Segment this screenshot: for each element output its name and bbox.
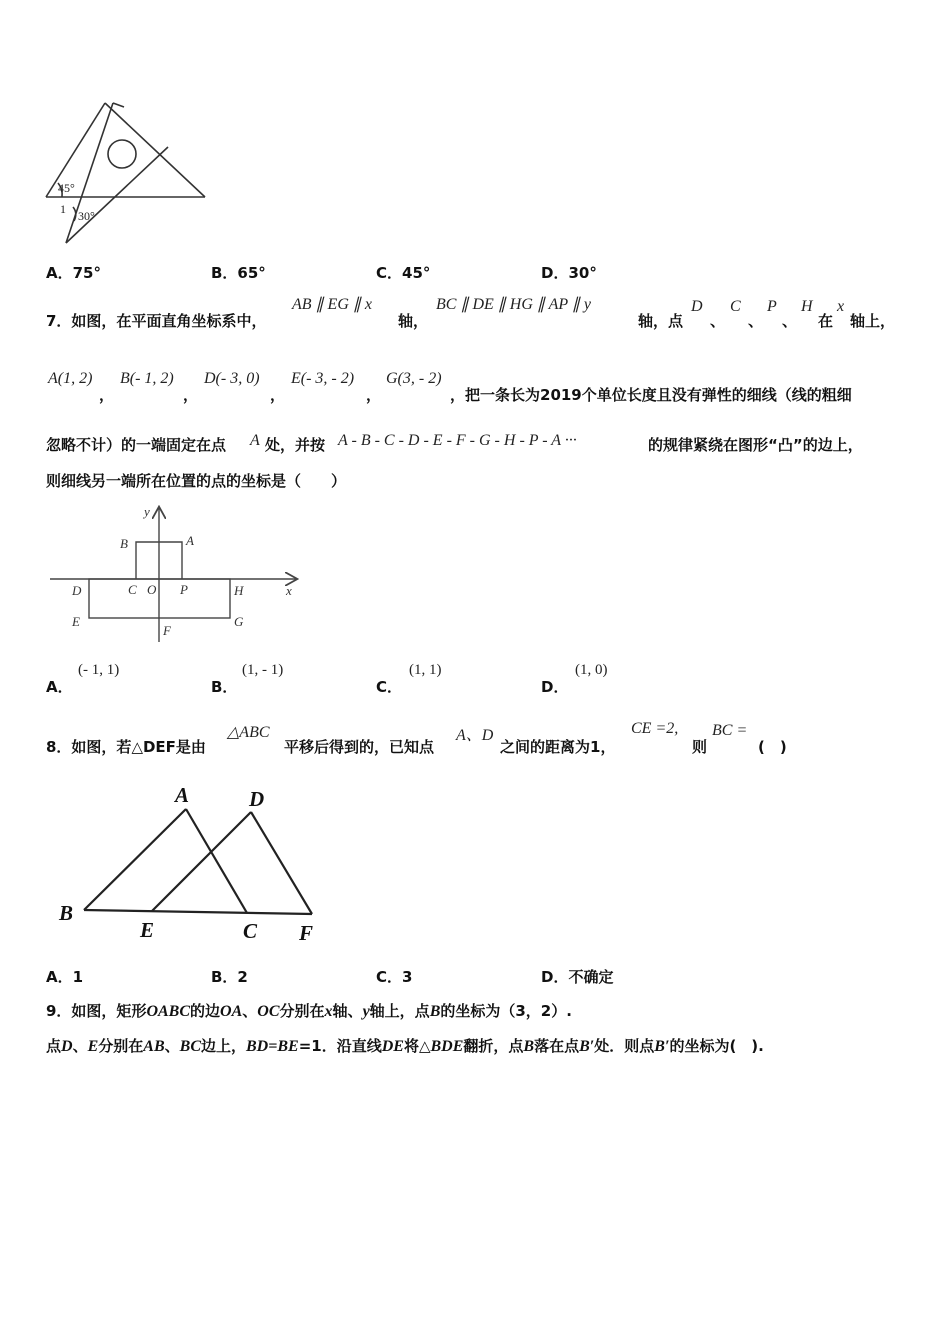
q7-comma-1: ，: [99, 386, 115, 404]
q7-coord-g: G(3, - 2): [386, 370, 442, 387]
q9-line2: [46, 1035, 764, 1056]
q9-var: OA: [220, 1003, 243, 1020]
q7-sequence: A - B - C - D - E - F - G - H - P - A ···: [338, 432, 577, 449]
q9-var: B′: [654, 1038, 670, 1055]
q7-label-c: C: [128, 582, 137, 597]
q7-sep-1: 、: [710, 312, 726, 330]
q7-option-d-label[interactable]: D．: [541, 678, 569, 696]
q7-label-e: E: [72, 614, 80, 629]
q9-text: 的边: [190, 1002, 221, 1020]
q9-text: 点: [46, 1037, 62, 1055]
q7-point-p: P: [767, 298, 777, 315]
q8-line-ba: [84, 809, 186, 910]
q6-triangle-figure: [40, 95, 215, 250]
q6-circle-hole: [108, 140, 136, 168]
q7-comma-3: ，: [270, 386, 286, 404]
q7-coord-d: D(- 3, 0): [204, 370, 260, 387]
q7-option-a-value[interactable]: (- 1, 1): [78, 662, 120, 678]
q8-line-df: [251, 812, 312, 914]
q9-text: 分别在: [279, 1002, 325, 1020]
q7-parallel-x: AB ∥ EG ∥ x: [292, 296, 372, 313]
q9-var: OABC: [146, 1003, 191, 1020]
q9-text: 、: [242, 1002, 258, 1020]
q7-text-axis2: 轴，点: [638, 312, 684, 330]
q8-option-d[interactable]: D．不确定: [541, 968, 614, 986]
q9-text: 分别在: [98, 1037, 144, 1055]
q7-label-b: B: [120, 536, 128, 551]
q9-text: 的坐标为( ).: [669, 1037, 764, 1055]
q8-option-b[interactable]: B．2: [211, 968, 248, 986]
q8-label-e: E: [140, 918, 155, 942]
q7-label-p: P: [180, 582, 188, 597]
q7-label-y: y: [144, 504, 150, 519]
q7-option-b-label[interactable]: B．: [211, 678, 238, 696]
q8-option-a[interactable]: A．1: [46, 968, 84, 986]
q7-stem-line3a: 忽略不计）的一端固定在点: [46, 436, 227, 454]
q7-option-c-label[interactable]: C．: [376, 678, 403, 696]
q6-line-left-side: [46, 103, 105, 197]
q8-line-bf: [84, 910, 312, 914]
q7-coord-a: A(1, 2): [48, 370, 93, 387]
q9-var: y: [362, 1003, 370, 1020]
q6-line-right-side: [105, 103, 205, 197]
q9-text: 轴上，点: [369, 1002, 430, 1020]
q7-point-a: A: [250, 432, 260, 449]
q7-option-b-value[interactable]: (1, - 1): [242, 662, 284, 678]
q7-label-h: H: [234, 583, 244, 598]
q7-label-g: G: [234, 614, 244, 629]
q7-stem-line3b: 处，并按: [265, 436, 326, 454]
q8-translation-figure: [55, 780, 335, 950]
q9-text: 将△: [403, 1037, 431, 1055]
q8-stem-3: 之间的距离为1，: [500, 738, 616, 756]
q9-var: B: [429, 1003, 441, 1020]
q7-stem-line2: ，把一条长为2019个单位长度且没有弹性的细线（线的粗细: [450, 386, 852, 404]
q8-label-f: F: [299, 921, 314, 945]
q7-point-c: C: [730, 298, 741, 315]
q8-label-d: D: [249, 787, 265, 811]
q7-stem-line4: 则细线另一端所在位置的点的坐标是（ ）: [46, 472, 347, 490]
q7-label-f: F: [163, 623, 171, 638]
q7-x-var: x: [837, 298, 845, 315]
q7-coord-b: B(- 1, 2): [120, 370, 174, 387]
q8-ce-value: CE =2,: [631, 720, 679, 737]
q6-line-ruler-top: [113, 103, 124, 107]
q7-parallel-y: BC ∥ DE ∥ HG ∥ AP ∥ y: [436, 296, 591, 313]
q7-convex-figure: [46, 502, 311, 647]
q7-point-d: D: [691, 298, 703, 315]
q9-text: 处．则点: [594, 1037, 655, 1055]
q6-option-d[interactable]: D．30°: [541, 264, 597, 282]
q8-label-a: A: [175, 783, 190, 807]
q9-var: E: [87, 1038, 99, 1055]
q6-angle-1-label: 1: [60, 202, 66, 216]
q9-text: 边上，: [200, 1037, 246, 1055]
q8-triangle-abc: △ABC: [227, 724, 270, 741]
q7-label-a: A: [186, 533, 194, 548]
q9-var: BD=BE: [246, 1038, 299, 1055]
q7-text-on: 在: [818, 312, 834, 330]
q7-comma-4: ，: [366, 386, 382, 404]
q7-stem-start: 7．如图，在平面直角坐标系中，: [46, 312, 267, 330]
q8-label-b: B: [59, 901, 74, 925]
q6-option-a[interactable]: A．75°: [46, 264, 101, 282]
q6-angle-30-label: 30°: [78, 209, 95, 223]
q8-stem-2: 平移后得到的，已知点: [284, 738, 435, 756]
q8-answer-paren: ( ): [758, 738, 787, 756]
q9-text: 落在点: [534, 1037, 580, 1055]
q7-stem-line3c: 的规律紧绕在图形“凸”的边上，: [648, 436, 863, 454]
q9-var: AB: [143, 1038, 165, 1055]
q7-text-axis1: 轴，: [398, 312, 429, 330]
q7-option-a-label[interactable]: A．: [46, 678, 73, 696]
q9-var: x: [324, 1003, 333, 1020]
q9-var: B: [523, 1038, 535, 1055]
q7-point-h: H: [801, 298, 813, 315]
q8-label-c: C: [243, 919, 258, 943]
q9-var: DE: [381, 1038, 404, 1055]
q8-option-c[interactable]: C．3: [376, 968, 413, 986]
q7-sep-2: 、: [748, 312, 764, 330]
q6-option-c[interactable]: C．45°: [376, 264, 431, 282]
q7-coord-e: E(- 3, - 2): [291, 370, 355, 387]
q7-sep-3: 、: [782, 312, 798, 330]
q9-var: BC: [179, 1038, 201, 1055]
q8-stem-4: 则: [692, 738, 708, 756]
q7-option-d-value[interactable]: (1, 0): [575, 662, 608, 678]
q9-text: 的坐标为（3，2）.: [440, 1002, 572, 1020]
q9-text: 翻折，点: [463, 1037, 524, 1055]
q8-stem-start: 8．如图，若△DEF是由: [46, 738, 206, 756]
q9-var: B′: [579, 1038, 595, 1055]
q7-label-x: x: [286, 583, 292, 598]
q6-angle-45-label: 45°: [58, 181, 75, 195]
q9-line1: [46, 1000, 572, 1021]
q7-comma-2: ，: [183, 386, 199, 404]
q9-var: OC: [257, 1003, 280, 1020]
q7-label-d: D: [72, 583, 82, 598]
q8-points-ad: A、D: [456, 727, 494, 744]
q9-var: BDE: [430, 1038, 464, 1055]
q7-label-o: O: [147, 582, 157, 597]
q7-option-c-value[interactable]: (1, 1): [409, 662, 442, 678]
q7-text-axis3: 轴上，: [850, 312, 896, 330]
q9-text: 、: [72, 1037, 88, 1055]
q9-text: 轴、: [332, 1002, 363, 1020]
q9-var: D: [61, 1038, 73, 1055]
q9-text: 9．如图，矩形: [46, 1002, 147, 1020]
q6-option-b[interactable]: B．65°: [211, 264, 266, 282]
q9-text: 、: [164, 1037, 180, 1055]
q8-bc-eq: BC =: [712, 722, 748, 739]
q9-text: =1．沿直线: [298, 1037, 382, 1055]
